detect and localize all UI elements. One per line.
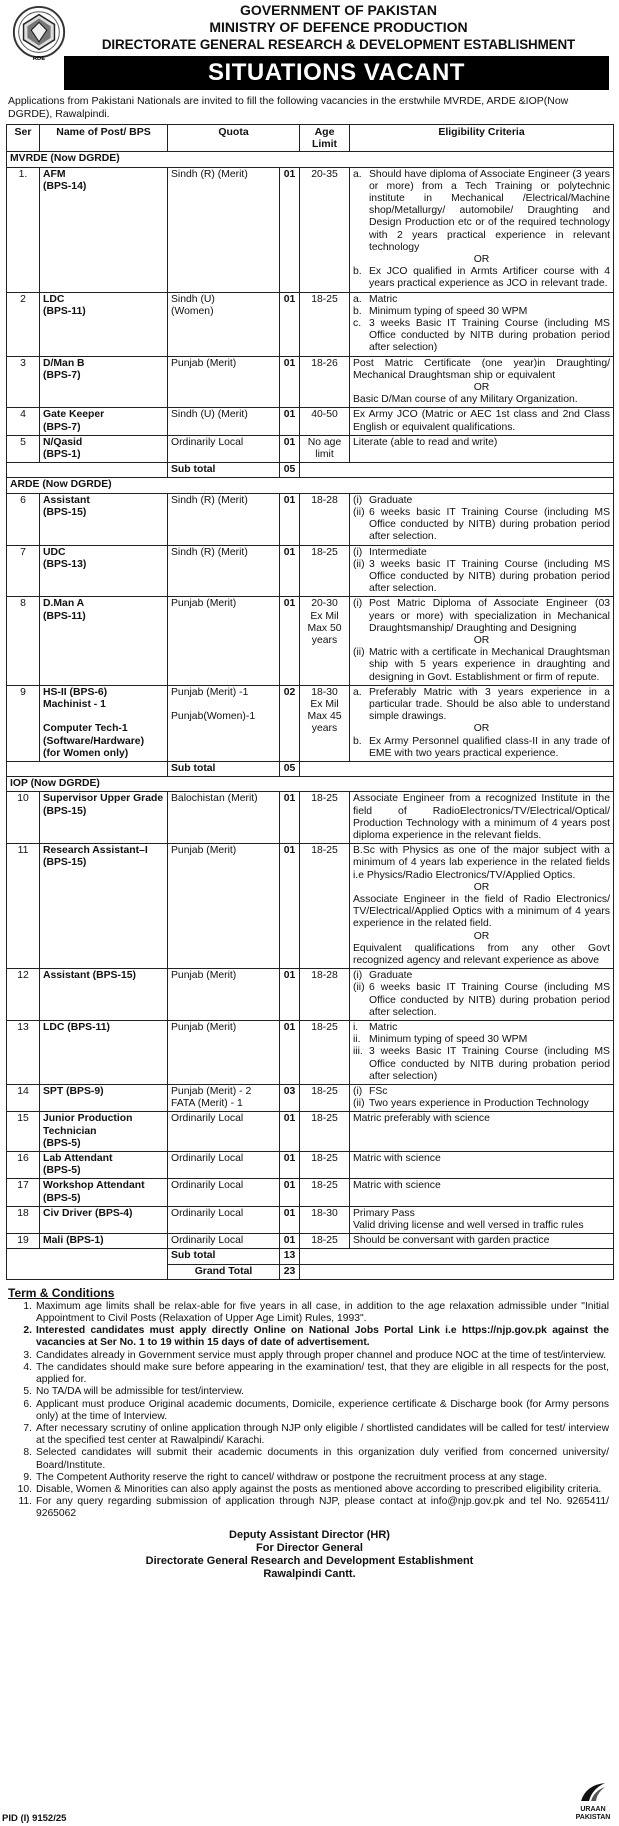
term-number: 10. [17,1483,32,1495]
table-row [7,1206,614,1233]
terms-heading: Term & Conditions [8,1285,115,1300]
item-text: Matric [369,293,398,305]
cell-ser: 16 [7,1152,40,1179]
table-row [7,597,614,685]
cell-ser: 3 [7,356,40,408]
eligibility-text: Matric preferably with science [353,1113,490,1125]
term-text: Candidates already in Government service must apply through proper channel and produce NOC at the time of test/interview. [36,1349,607,1361]
term-item [6,1350,613,1362]
cell-age: 18-25 [300,1085,350,1112]
grand-total-label: Grand Total [168,1264,280,1279]
table-row [7,1021,614,1085]
header-ministry: MINISTRY OF DEFENCE PRODUCTION [209,19,468,35]
item-marker: (i) [353,598,363,610]
item-text: Graduate [369,970,413,982]
table-row [7,356,614,408]
term-item [6,1386,613,1398]
cell-age: 18-25 [300,292,350,356]
eligibility-item [353,982,610,1019]
cell-count: 01 [280,545,300,597]
item-text: Ex JCO qualified in Armts Artificer course with 4 years practical experience as JCO in relevant trade. [369,266,610,290]
cell-age: 18-25 [300,1234,350,1249]
term-item [6,1472,613,1484]
item-marker: (ii) [353,558,365,570]
item-text: 3 weeks Basic IT Training Course (including MS Office conducted by NITB during probation period after selection) [369,1046,610,1082]
terms-list [6,1301,613,1521]
grand-total-blank [300,1264,614,1279]
table-row [7,1112,614,1152]
cell-ser: 18 [7,1206,40,1233]
eligibility-text: Should be conversant with garden practice [353,1235,550,1247]
cell-post: SPT (BPS-9) [40,1085,168,1112]
eligibility-text: Valid driving license and well versed in traffic rules [353,1220,584,1232]
term-item [6,1301,613,1325]
cell-quota: Balochistan (Merit) [168,792,280,844]
table-row [7,435,614,462]
uraan-pakistan-logo: URAAN PAKISTAN [571,1781,615,1822]
uraan-icon [578,1781,608,1803]
cell-count: 01 [280,844,300,969]
cell-eligibility [350,969,614,1021]
eligibility-item [353,687,610,724]
cell-post: Lab Attendant (BPS-5) [40,1152,168,1179]
term-item [6,1447,613,1471]
cell-quota: Punjab (Merit) [168,597,280,685]
cell-ser: 5 [7,435,40,462]
cell-count: 01 [280,356,300,408]
cell-age: 18-28 [300,969,350,1021]
grand-total-value: 23 [280,1264,300,1279]
item-text: Should have diploma of Associate Engineer (3 years or more) from a Tech Training or polytechnic institute in Mechanical /Electrical/Machine shop/Metallurgy/ automobile/ Draughting and Design Production etc or of the required technology with 2 years practical experience in relevant technology [369,168,610,253]
signature-location: Rawalpindi Cantt. [263,1567,356,1580]
cell-post: Junior Production Technician (BPS-5) [40,1112,168,1152]
term-text: Maximum age limits shall be relax-able for five years in all case, in addition to the age relaxation admissible under "Initial Appointment to Civil Posts (Relaxation of Upper Age Limit) Rules, 1993". [36,1300,609,1325]
signature-block [6,1529,613,1581]
cell-eligibility [350,292,614,356]
cell-quota: Ordinarily Local [168,1234,280,1249]
cell-age: 18-25 [300,1152,350,1179]
subtotal-spacer [7,761,168,776]
cell-eligibility [350,167,614,292]
eligibility-item [353,294,610,306]
eligibility-text: Ex Army JCO (Matric or AEC 1st class and 2nd Class English or equivalent qualifications. [353,409,610,433]
cell-quota: Punjab (Merit) - 2 FATA (Merit) - 1 [168,1085,280,1112]
cell-count: 01 [280,167,300,292]
eligibility-item [353,495,610,507]
item-marker: (i) [353,546,363,558]
eligibility-item [353,647,610,684]
header-directorate: DIRECTORATE GENERAL RESEARCH & DEVELOPMENT ESTABLISHMENT [101,37,576,52]
term-item [6,1362,613,1386]
or-separator: OR [473,634,490,646]
cell-post: Assistant (BPS-15) [40,493,168,545]
rde-emblem-icon [10,4,68,64]
table-row [7,1179,614,1206]
eligibility-item [353,1046,610,1083]
cell-post: LDC (BPS-11) [40,292,168,356]
term-item [6,1496,613,1520]
intro-text: Applications from Pakistani Nationals are invited to fill the following vacancies in the erstwhile MVRDE, ARDE &IOP(Now DGRDE), Rawalpindi. [8,95,569,120]
eligibility-text: Equivalent qualifications from any other Govt recognized agency and relevant experience as above [353,942,610,966]
cell-age: 18-26 [300,356,350,408]
header-quota: Quota [168,125,300,152]
or-separator: OR [473,723,490,735]
section-header-row [7,152,614,167]
pid-number: PID (I) 9152/25 [2,1813,67,1824]
cell-eligibility [350,1021,614,1085]
subtotal-row [7,1249,614,1264]
cell-post: Assistant (BPS-15) [40,969,168,1021]
subtotal-blank [300,761,614,776]
cell-quota: Sindh (R) (Merit) [168,545,280,597]
situations-vacant-banner: SITUATIONS VACANT [64,56,609,90]
term-item [6,1484,613,1496]
subtotal-spacer [7,463,168,478]
item-marker: ii. [353,1034,361,1046]
eligibility-text: Post Matric Certificate (one year)in Draughting/ Mechanical Draughtsman ship or equivalent [353,357,610,381]
cell-ser: 4 [7,408,40,435]
cell-ser: 2 [7,292,40,356]
cell-post: HS-II (BPS-6) Machinist - 1 Computer Tech-1 (Software/Hardware) (for Women only) [40,685,168,761]
cell-quota: Punjab (Merit) -1 Punjab(Women)-1 [168,685,280,761]
cell-eligibility [350,844,614,969]
svg-text:RDE: RDE [32,56,46,63]
signature-for: For Director General [256,1541,363,1554]
cell-eligibility [350,1112,614,1152]
item-text: Preferably Matric with 3 years experience in a particular trade. Should be also able to understand simple drawings. [369,686,610,723]
eligibility-item [353,970,610,982]
eligibility-item [353,1098,610,1110]
cell-ser: 10 [7,792,40,844]
table-row [7,844,614,969]
term-text: The Competent Authority reserve the right to cancel/ withdraw or postpone the recruitment process at any stage. [36,1471,548,1483]
vacancies-table [6,124,614,1280]
term-number: 11. [18,1496,32,1508]
section-title: IOP (Now DGRDE) [7,777,614,792]
table-row [7,493,614,545]
item-marker: a. [353,686,362,698]
signature-designation: Deputy Assistant Director (HR) [229,1528,390,1541]
item-marker: (i) [353,494,363,506]
header-post: Name of Post/ BPS [40,125,168,152]
item-text: Intermediate [369,546,427,558]
or-separator: OR [473,254,490,266]
or-separator: OR [473,881,490,893]
cell-age: 18-25 [300,1021,350,1085]
term-number: 7. [23,1422,32,1434]
eligibility-item [353,306,610,318]
cell-post: Civ Driver (BPS-4) [40,1206,168,1233]
term-text: For any query regarding submission of application through NJP, please contact at info@njp.gov.pk and tel No. 9265411/ 9265062 [36,1496,609,1520]
cell-quota: Sindh (R) (Merit) [168,493,280,545]
cell-ser: 7 [7,545,40,597]
cell-post: N/Qasid (BPS-1) [40,435,168,462]
grand-total-spacer [7,1264,168,1279]
eligibility-item [353,736,610,760]
item-text: 6 weeks basic IT Training Course (including MS Office conducted by NITB) during probation period after selection. [369,982,610,1018]
cell-ser: 6 [7,493,40,545]
cell-eligibility [350,1179,614,1206]
cell-eligibility [350,685,614,761]
item-marker: iii. [353,1046,363,1058]
cell-quota: Sindh (U) (Merit) [168,408,280,435]
cell-ser: 8 [7,597,40,685]
cell-count: 01 [280,597,300,685]
term-text: Applicant must produce Original academic documents, Domicile, experience certificate & Discharge book (for Army persons only) at the time of Interview. [36,1398,609,1422]
cell-age: 18-30 [300,1206,350,1233]
subtotal-blank [300,1249,614,1264]
cell-count: 01 [280,792,300,844]
table-row [7,1152,614,1179]
item-marker: a. [353,168,362,180]
cell-count: 01 [280,435,300,462]
header-eligibility: Eligibility Criteria [350,125,614,152]
cell-ser: 13 [7,1021,40,1085]
cell-age: 20-30 Ex Mil Max 50 years [300,597,350,685]
cell-post: UDC (BPS-13) [40,545,168,597]
cell-age: 18-25 [300,545,350,597]
cell-count: 01 [280,969,300,1021]
header-ser: Ser [7,125,40,152]
item-marker: b. [353,735,362,747]
term-text: Disable, Women & Minorities can also apply against the posts as mentioned above according to prescribed eligibility criteria. [36,1483,602,1495]
cell-eligibility [350,1085,614,1112]
eligibility-item [353,547,610,559]
cell-post: Mali (BPS-1) [40,1234,168,1249]
eligibility-text: Associate Engineer from a recognized Institute in the field of RadioElectronics/TV/Electrical/Optical/ Production Technology with a minimum of 4 years post diploma experience in the relevant fields. [353,793,610,841]
cell-count: 03 [280,1085,300,1112]
subtotal-value: 13 [280,1249,300,1264]
eligibility-item [353,1034,610,1046]
section-header-row [7,478,614,493]
item-text: Matric with a certificate in Mechanical Draughtsman ship with 5 years experience in draughting and designing in Govt. Establishment or firm of repute. [369,647,610,683]
cell-age: 40-50 [300,408,350,435]
item-text: Ex Army Personnel qualified class-II in any trade of EME with two years practical experience. [369,735,610,759]
item-marker: c. [353,318,362,330]
cell-age: 18-25 [300,1179,350,1206]
subtotal-label: Sub total [168,1249,280,1264]
table-row [7,685,614,761]
advertisement-page [6,2,613,1581]
cell-eligibility [350,1152,614,1179]
cell-quota: Ordinarily Local [168,435,280,462]
cell-eligibility [350,1206,614,1233]
header-government: GOVERNMENT OF PAKISTAN [239,2,438,18]
cell-count: 01 [280,1179,300,1206]
grand-total-row [7,1264,614,1279]
subtotal-blank [300,463,614,478]
table-row [7,1234,614,1249]
item-marker: (ii) [353,982,365,994]
cell-count: 01 [280,1206,300,1233]
term-item [6,1325,613,1349]
cell-ser: 12 [7,969,40,1021]
table-row [7,545,614,597]
cell-count: 01 [280,1112,300,1152]
term-number: 5. [23,1386,32,1398]
subtotal-label: Sub total [168,463,280,478]
term-text: Selected candidates will submit their academic documents in this organization duly verified from concerned university/ Board/Institute. [36,1447,609,1471]
cell-post: Gate Keeper (BPS-7) [40,408,168,435]
cell-quota: Punjab (Merit) [168,969,280,1021]
item-marker: b. [353,305,362,317]
cell-eligibility [350,792,614,844]
or-separator: OR [473,382,490,394]
cell-eligibility [350,435,614,462]
cell-eligibility [350,408,614,435]
cell-ser: 15 [7,1112,40,1152]
term-number: 8. [23,1447,32,1459]
cell-age: 18-30 Ex Mil Max 45 years [300,685,350,761]
cell-post: Research Assistant–I (BPS-15) [40,844,168,969]
item-marker: (i) [353,970,363,982]
cell-ser: 11 [7,844,40,969]
eligibility-item [353,1086,610,1098]
eligibility-text: Basic D/Man course of any Military Organization. [353,394,578,406]
eligibility-text: Primary Pass [353,1207,415,1219]
cell-eligibility [350,545,614,597]
cell-count: 01 [280,1234,300,1249]
cell-quota: Ordinarily Local [168,1206,280,1233]
item-marker: (ii) [353,647,365,659]
cell-eligibility [350,493,614,545]
item-marker: (i) [353,1086,363,1098]
table-row [7,167,614,292]
cell-quota: Ordinarily Local [168,1112,280,1152]
header-age: Age Limit [300,125,350,152]
subtotal-row [7,463,614,478]
subtotal-row [7,761,614,776]
cell-age: 18-25 [300,1112,350,1152]
term-number: 4. [23,1361,32,1373]
cell-count: 01 [280,1021,300,1085]
item-text: 6 weeks basic IT Training Course (including MS Office conducted by NITB) during probation period after selection. [369,506,610,543]
eligibility-item [353,1022,610,1034]
cell-eligibility [350,1234,614,1249]
cell-post: LDC (BPS-11) [40,1021,168,1085]
table-row [7,408,614,435]
signature-org: Directorate General Research and Development Establishment [145,1554,474,1567]
section-title: ARDE (Now DGRDE) [7,478,614,493]
cell-quota: Sindh (U) (Women) [168,292,280,356]
item-text: Matric [369,1022,398,1034]
term-text: Interested candidates must apply directly Online on National Jobs Portal Link i.e https://njp.gov.pk against the vacancies at Ser No. 1 to 19 within 15 days of date of advertisement. [36,1325,609,1349]
cell-ser: 17 [7,1179,40,1206]
cell-post: D.Man A (BPS-11) [40,597,168,685]
cell-age: 18-28 [300,493,350,545]
vacancies-body [7,152,614,1279]
eligibility-item [353,507,610,544]
eligibility-text: B.Sc with Physics as one of the major subject with a minimum of 4 years lab experience in the related fields i.e Physics/Radio Electronics/TV/Applied Optics. [353,845,610,881]
term-number: 9. [23,1471,32,1483]
item-text: Graduate [369,494,413,506]
cell-count: 02 [280,685,300,761]
cell-post: D/Man B (BPS-7) [40,356,168,408]
cell-count: 01 [280,493,300,545]
term-text: After necessary scrutiny of online application through NJP only eligible / shortlisted candidates will be called for test/ interview at the specified test center at Rawalpindi/ Karachi. [36,1422,609,1447]
cell-quota: Punjab (Merit) [168,356,280,408]
term-number: 3. [23,1349,32,1361]
cell-post: AFM (BPS-14) [40,167,168,292]
table-row [7,1085,614,1112]
term-number: 2. [23,1325,32,1337]
cell-eligibility [350,356,614,408]
cell-age: 18-25 [300,844,350,969]
table-header-row [7,125,614,152]
item-marker: b. [353,266,362,278]
table-row [7,292,614,356]
item-marker: (ii) [353,1098,365,1110]
eligibility-item [353,266,610,290]
subtotal-value: 05 [280,761,300,776]
eligibility-item [353,318,610,355]
table-row [7,792,614,844]
cell-age: No age limit [300,435,350,462]
section-title: MVRDE (Now DGRDE) [7,152,614,167]
header [6,2,613,68]
eligibility-text: Literate (able to read and write) [353,436,498,448]
item-marker: (ii) [353,506,365,518]
eligibility-text: Associate Engineer in the field of Radio Electronics/ TV/Electrical/Applied Optics with a minimum of 4 years experience in the related field. [353,893,610,930]
cell-ser: 19 [7,1234,40,1249]
cell-age: 20-35 [300,167,350,292]
cell-quota: Punjab (Merit) [168,1021,280,1085]
subtotal-spacer [7,1249,168,1264]
item-text: Post Matric Diploma of Associate Engineer (03 years or more) with specialization in Mechanical Draughtsmanship/ Draughting and Designing [369,598,610,634]
cell-eligibility [350,597,614,685]
item-text: FSc [369,1086,388,1098]
subtotal-value: 05 [280,463,300,478]
item-marker: a. [353,293,362,305]
eligibility-text: Matric with science [353,1153,441,1165]
item-text: 3 weeks basic IT Training Course (including MS Office conducted by NITB) during probation period after selection. [369,558,610,595]
cell-ser: 14 [7,1085,40,1112]
subtotal-label: Sub total [168,761,280,776]
term-text: The candidates should make sure before appearing in the examination/ test, that they are eligible in all respects for the post, applied for. [36,1361,609,1386]
cell-ser: 9 [7,685,40,761]
term-number: 1. [23,1300,32,1312]
item-marker: i. [353,1022,359,1034]
cell-count: 01 [280,1152,300,1179]
or-separator: OR [473,930,490,942]
eligibility-item [353,169,610,254]
cell-quota: Punjab (Merit) [168,844,280,969]
cell-quota: Ordinarily Local [168,1179,280,1206]
cell-post: Supervisor Upper Grade (BPS-15) [40,792,168,844]
item-text: Minimum typing of speed 30 WPM [369,1034,528,1046]
eligibility-item [353,598,610,635]
item-text: Minimum typing of speed 30 WPM [369,305,528,317]
eligibility-text: Matric with science [353,1180,441,1192]
cell-post: Workshop Attendant (BPS-5) [40,1179,168,1206]
cell-quota: Sindh (R) (Merit) [168,167,280,292]
section-header-row [7,777,614,792]
table-row [7,969,614,1021]
cell-count: 01 [280,292,300,356]
term-item [6,1423,613,1447]
eligibility-item [353,559,610,596]
cell-count: 01 [280,408,300,435]
cell-age: 18-25 [300,792,350,844]
term-number: 6. [23,1398,32,1410]
cell-ser: 1. [7,167,40,292]
item-text: 3 weeks Basic IT Training Course (including MS Office conducted by NITB during probation period after selection) [369,318,610,354]
term-item [6,1399,613,1423]
item-text: Two years experience in Production Technology [369,1098,589,1110]
term-text: No TA/DA will be admissible for test/interview. [36,1386,244,1398]
cell-quota: Ordinarily Local [168,1152,280,1179]
